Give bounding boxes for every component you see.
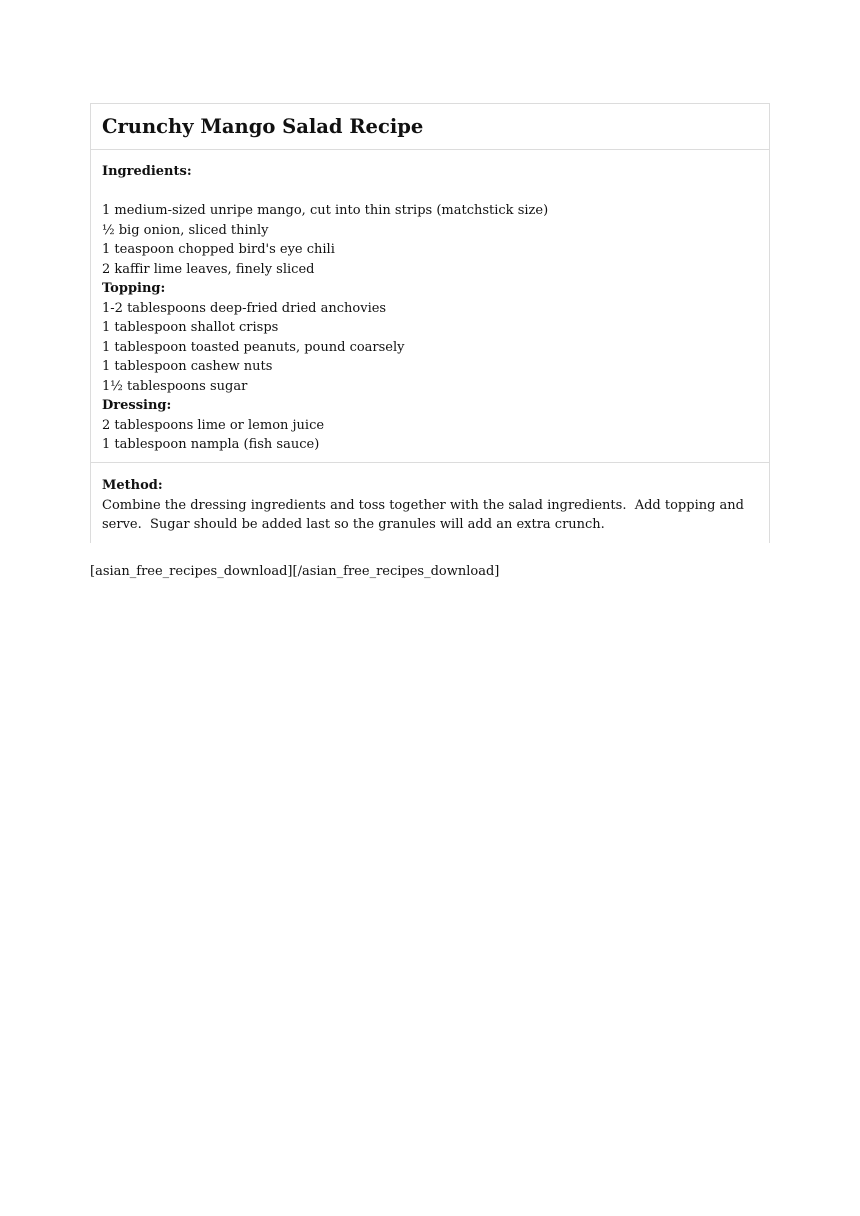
topping-label: Topping: [102,281,166,296]
topping-item: 1 tablespoon cashew nuts [102,359,273,374]
method-text: Combine the dressing ingredients and toss together with the salad ingredients. Add topping and serve. Sugar should be added last so the granules will add an extra crunch. [102,497,749,532]
ingredients-section [91,150,769,463]
topping-item: 1-2 tablespoons deep-fried dried anchovies [102,300,387,316]
dressing-item: 2 tablespoons lime or lemon juice [102,417,325,433]
dressing-item: 1 tablespoon nampla (fish sauce) [102,437,320,452]
ingredient-item: ½ big onion, sliced thinly [102,222,269,238]
topping-item: 1 tablespoon toasted peanuts, pound coarsely [102,339,405,355]
spacer [102,182,758,202]
ingredient-item: 1 medium-sized unripe mango, cut into thin strips (matchstick size) [102,203,549,218]
recipe-title: Crunchy Mango Salad Recipe [102,115,424,138]
method-section [91,463,769,535]
recipe-card [90,103,770,543]
dressing-label: Dressing: [102,398,172,413]
topping-item: 1 tablespoon shallot crisps [102,320,279,335]
method-label: Method: [102,478,163,493]
topping-item: 1½ tablespoons sugar [102,378,248,394]
recipe-title-row [91,104,769,150]
download-shortcode: [asian_free_recipes_download][/asian_free_recipes_download] [90,564,500,579]
ingredient-item: 2 kaffir lime leaves, finely sliced [102,261,315,277]
ingredients-label: Ingredients: [102,164,192,179]
ingredient-item: 1 teaspoon chopped bird's eye chili [102,242,335,257]
